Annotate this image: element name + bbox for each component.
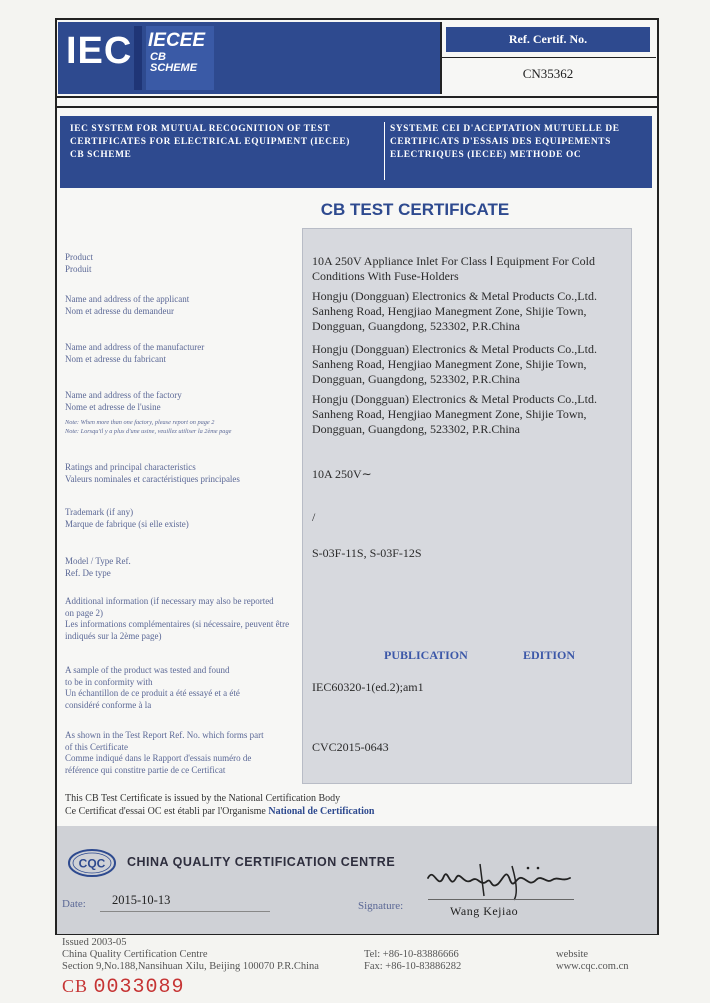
certificate-title: CB TEST CERTIFICATE <box>320 200 510 219</box>
system-text-en: IEC SYSTEM FOR MUTUAL RECOGNITION OF TEST CERTIFICATES FOR ELECTRICAL EQUIPMENT (IECEE) CB SCHEME <box>70 124 351 160</box>
value-manufacturer: Hongju (Dongguan) Electronics & Metal Products Co.,Ltd. Sanheng Road, Hengjiao Manegment Zone, Shijie Town, Dongguan, Guangdong, 523302, P.R.China <box>312 342 597 386</box>
value-factory: Hongju (Dongguan) Electronics & Metal Products Co.,Ltd. Sanheng Road, Hengjiao Manegment Zone, Shijie Town, Dongguan, Guangdong, 523302, P.R.China <box>312 392 597 436</box>
date-label: Date: <box>62 898 86 910</box>
date-value: 2015-10-13 <box>112 893 171 907</box>
footer-org: China Quality Certification Centre <box>62 949 208 960</box>
date-line <box>100 911 270 912</box>
header-rule <box>57 96 659 98</box>
cqc-logo-text: CQC <box>78 856 106 871</box>
label-additional: Additional information (if necessary may also be reported on page 2) Les informations complémentaires (si nécessaire, peuvent être indiqués sur la 2ème page) <box>65 596 290 641</box>
value-ratings: 10A 250V∼ <box>312 467 372 481</box>
signature-name: Wang Kejiao <box>450 904 519 918</box>
footer-contact: Tel: +86-10-83886666 Fax: +86-10-83886282 <box>364 949 462 972</box>
iecee-logo: IECEE <box>148 30 206 51</box>
label-trademark: Trademark (if any) Marque de fabrique (si elle existe) <box>65 507 189 529</box>
label-product: Product Produit <box>65 252 93 274</box>
serial-number: CB 0033089 <box>62 976 185 999</box>
publication-header: PUBLICATION <box>384 648 468 662</box>
label-model: Model / Type Ref. Ref. De type <box>65 556 131 578</box>
value-product: 10A 250V Appliance Inlet For Class Ⅰ Equipment For Cold Conditions With Fuse-Holders <box>312 254 595 283</box>
value-model: S-03F-11S, S-03F-12S <box>312 546 422 560</box>
footer-org-block <box>62 937 319 973</box>
cqc-name: CHINA QUALITY CERTIFICATION CENTRE <box>127 855 396 869</box>
label-manufacturer: Name and address of the manufacturer Nom et adresse du fabricant <box>65 342 205 364</box>
label-report: As shown in the Test Report Ref. No. which forms part of this Certificate Comme indiqué dans le Rapport d'essais numéro de référence qui constitre partie de ce Certificat <box>65 730 264 775</box>
signature-label: Signature: <box>358 900 404 912</box>
system-text-fr: SYSTEME CEI D'ACEPTATION MUTUELLE DE CERTIFICATS D'ESSAIS DES EQUIPEMENTS ELECTRIQUES (IECEE) METHODE OC <box>390 124 620 160</box>
factory-note: Note: When more than one factory, please report on page 2 Note: Lorsqu'il y a plus d'une usine, veuillez utiliser la 2ème page <box>65 419 232 435</box>
ref-certif-label: Ref. Certif. No. <box>446 27 650 52</box>
footer-website: website www.cqc.com.cn <box>556 949 629 972</box>
iec-logo: IEC <box>66 30 133 72</box>
label-applicant: Name and address of the applicant Nom et adresse du demandeur <box>65 294 190 316</box>
label-ratings: Ratings and principal characteristics Valeurs nominales et caractéristiques principales <box>65 462 240 484</box>
signature-image <box>420 856 580 902</box>
cqc-logo-icon <box>67 848 117 878</box>
issued-date: Issued 2003-05 <box>62 937 127 948</box>
footer-address: Section 9,No.188,Nansihuan Xilu, Beijing 100070 P.R.China <box>62 961 319 972</box>
header-rule-2 <box>57 106 659 108</box>
value-report-no: CVC2015-0643 <box>312 740 389 754</box>
ref-certif-value: CN35362 <box>522 66 574 81</box>
edition-header: EDITION <box>523 648 576 662</box>
signature-line <box>428 899 574 900</box>
value-standard: IEC60320-1(ed.2);am1 <box>312 680 424 694</box>
label-sample: A sample of the product was tested and found to be in conformity with Un échantillon de ce produit a été essayé et a été considéré conforme à la <box>65 665 240 710</box>
value-trademark: / <box>312 510 316 524</box>
value-applicant: Hongju (Dongguan) Electronics & Metal Products Co.,Ltd. Sanheng Road, Hengjiao Manegment Zone, Shijie Town, Dongguan, Guangdong, 523302, P.R.China <box>312 289 597 333</box>
issued-statement: This CB Test Certificate is issued by the National Certification Body Ce Certificat d'essai OC est établi par l'Organisme National de Certification <box>65 793 375 817</box>
logo-divider <box>134 26 142 90</box>
label-factory: Name and address of the factory Nome et adresse de l'usine <box>65 390 182 412</box>
system-divider <box>384 122 385 180</box>
ref-divider <box>442 57 656 58</box>
cb-scheme-logo: CB SCHEME <box>150 51 198 74</box>
